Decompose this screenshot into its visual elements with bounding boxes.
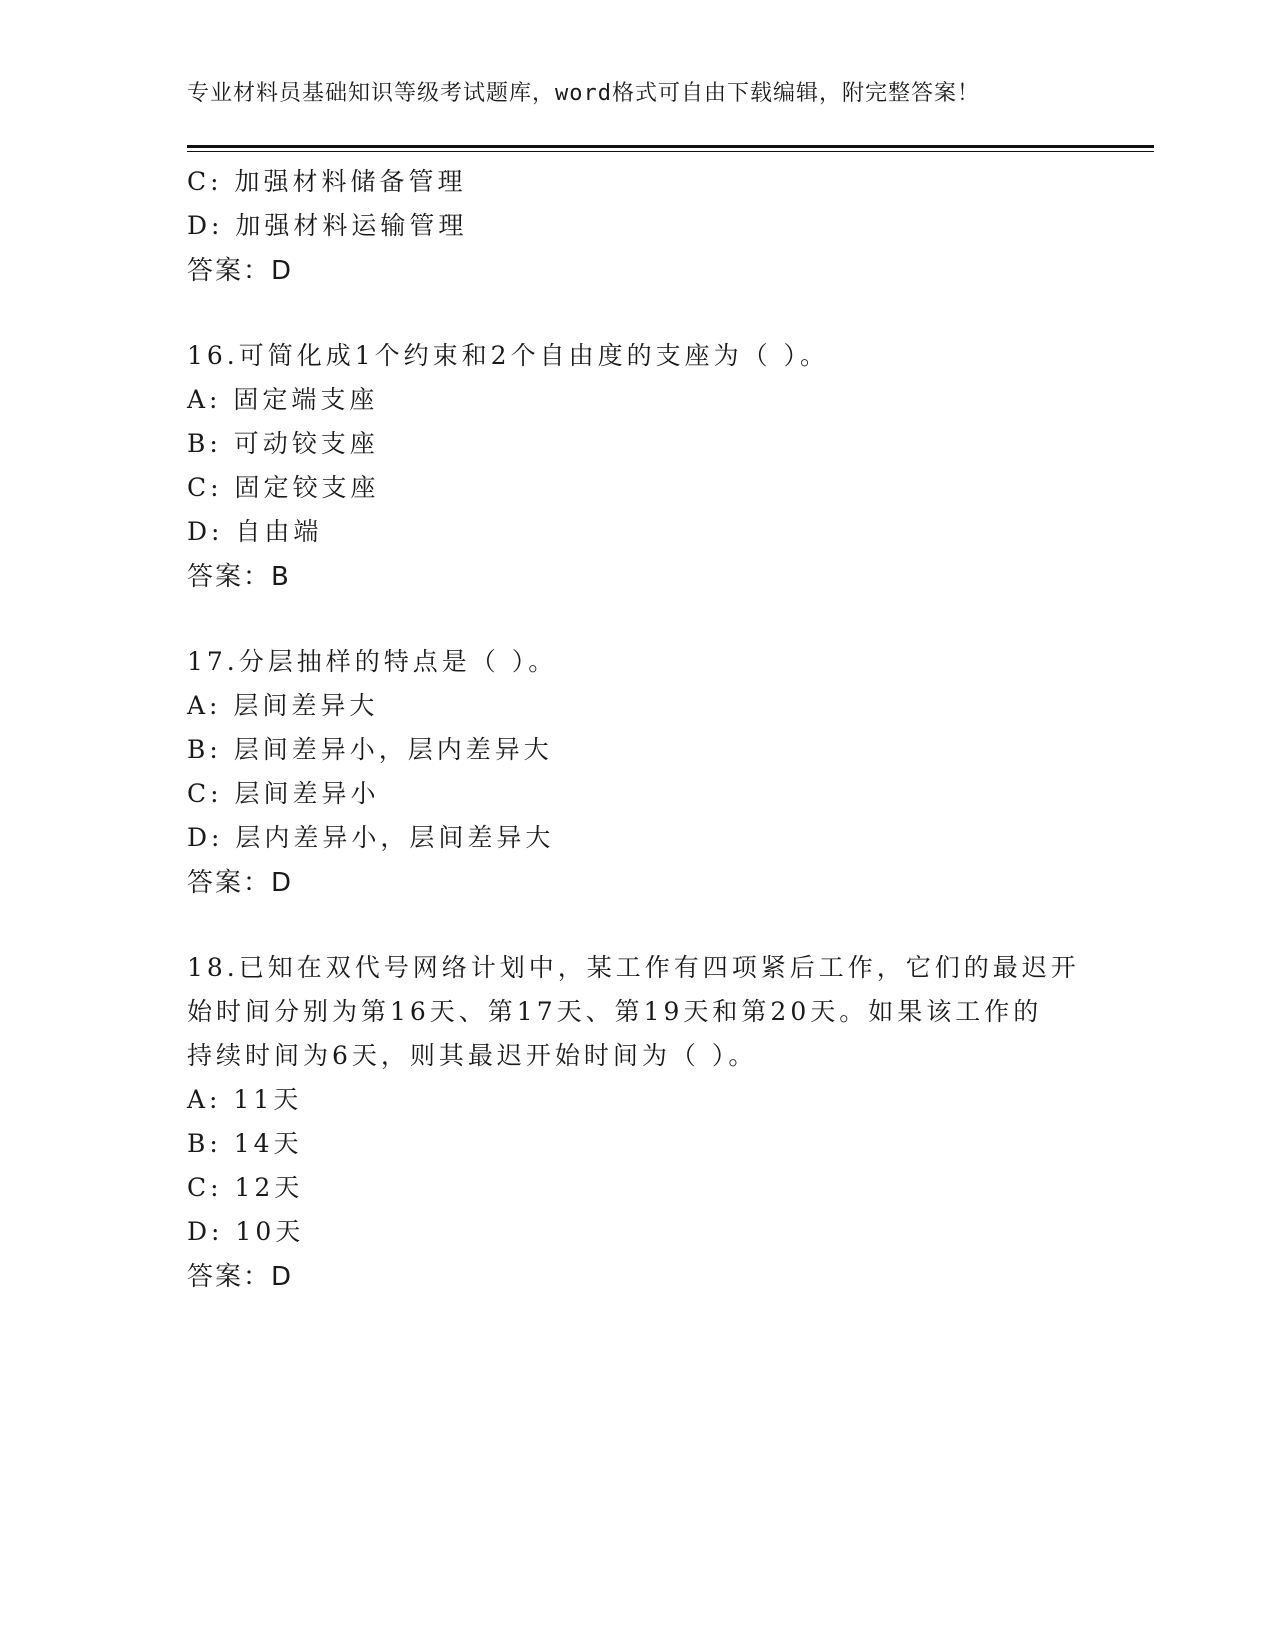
q17-answer: 答案：D — [187, 868, 294, 898]
q16-option-c: C: 固定铰支座 — [187, 473, 380, 502]
q17-option-d: D: 层内差异小，层间差异大 — [187, 823, 555, 852]
q18-option-c: C: 12天 — [187, 1173, 304, 1202]
q16-option-a: A: 固定端支座 — [187, 385, 379, 414]
q18-stem-line-3: 持续时间为6天，则其最迟开始时间为（ ）。 — [187, 1041, 758, 1070]
q16-answer: 答案：B — [187, 562, 291, 592]
header-rule-thick — [187, 145, 1154, 148]
q17-stem: 17.分层抽样的特点是（ ）。 — [187, 647, 558, 676]
q15-option-d: D: 加强材料运输管理 — [187, 211, 468, 240]
q18-stem-line-2: 始时间分别为第16天、第17天、第19天和第20天。如果该工作的 — [187, 997, 1043, 1026]
q17-option-a: A: 层间差异大 — [187, 691, 379, 720]
q16-option-d: D: 自由端 — [187, 517, 323, 546]
q15-option-c: C: 加强材料储备管理 — [187, 167, 467, 196]
page-header-title: 专业材料员基础知识等级考试题库，word格式可自由下载编辑，附完整答案！ — [187, 81, 980, 106]
q18-answer: 答案：D — [187, 1262, 294, 1292]
q18-option-a: A: 11天 — [187, 1085, 303, 1114]
q15-answer: 答案：D — [187, 256, 294, 286]
q18-stem-line-1: 18.已知在双代号网络计划中，某工作有四项紧后工作，它们的最迟开 — [187, 953, 1080, 982]
q16-option-b: B: 可动铰支座 — [187, 429, 379, 458]
q16-stem: 16.可简化成1个约束和2个自由度的支座为（ ）。 — [187, 341, 830, 370]
q18-option-d: D: 10天 — [187, 1217, 305, 1246]
q17-option-b: B: 层间差异小，层内差异大 — [187, 735, 553, 764]
q18-option-b: B: 14天 — [187, 1129, 303, 1158]
q17-option-c: C: 层间差异小 — [187, 779, 380, 808]
header-rule-thin — [187, 151, 1154, 152]
